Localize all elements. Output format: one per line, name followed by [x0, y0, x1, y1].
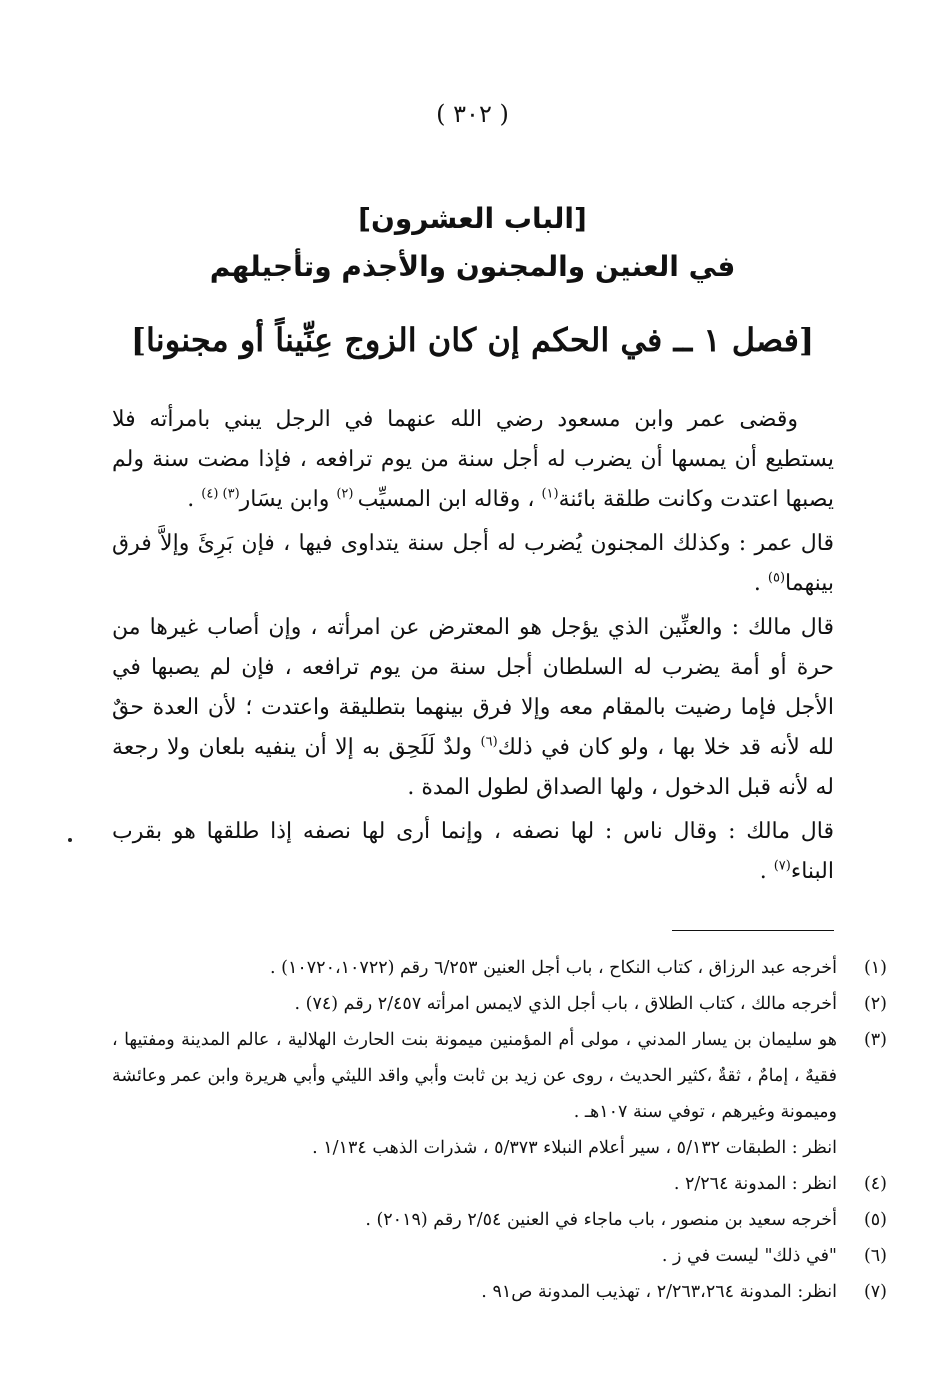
- paragraph-1: [112, 400, 834, 520]
- footnote-ref: (٣) (٤): [201, 486, 240, 502]
- footnote-ref: (٧): [773, 858, 791, 874]
- paragraph-text: .: [753, 571, 768, 596]
- footnote-separator: [672, 930, 834, 931]
- chapter-title-line-1: [الباب العشرون]: [358, 202, 587, 235]
- paragraph-text: ولدٌ لَلَحِق به إلا أن ينفيه بلعان ولا رجعة له لأنه قبل الدخول ، ولها الصداق لطول المدة .: [112, 735, 834, 800]
- footnote-ref: (٥): [767, 570, 786, 586]
- section-title: [فصل ١ ــ في الحكم إن كان الزوج عِنِّيناً أو مجنونا]: [130, 321, 815, 359]
- footnote-text: هو سليمان بن يسار المدني ، مولى أم المؤمنين ميمونة بنت الحارث الهلالية ، عالم المدينة ومفتيها ، فقيهٌ ، إمامٌ ، ثقةٌ ،كثير الحديث ، روى عن زيد بن ثابت وأبي واقد الليثي وأبي هريرة وابن عمر وعائشة وميمونة وغيرهم ، توفي سنة ١٠٧هـ .: [112, 1030, 837, 1122]
- paragraph-text: وقضى عمر وابن مسعود رضي الله عنهما في الرجل يبني بامرأته فلا يستطيع أن يمسها أن يضرب له أجل سنة من يوم ترافعه ، فإذا مضت سنة ولم يصبها اعتدت وكانت طلقة بائنة: [112, 407, 834, 512]
- paragraph-text: وابن يسَار: [239, 487, 337, 512]
- footnote-3-continued: [112, 1130, 887, 1166]
- body-text: [112, 400, 834, 896]
- footnote-text: انظر : الطبقات ٥/١٣٢ ، سير أعلام النبلاء ٥/٣٧٣ ، شذرات الذهب ١/١٣٤ .: [312, 1138, 837, 1158]
- chapter-title: [100, 195, 845, 291]
- paragraph-text: .: [759, 859, 774, 884]
- footnote-number: (١): [863, 958, 887, 978]
- paragraph-3: [112, 608, 834, 808]
- footnote-number: (٤): [863, 1174, 887, 1194]
- paragraph-text: قال عمر : وكذلك المجنون يُضرب له أجل سنة يتداوى فيها ، فإن بَرِئَ وإلاَّ فرق بينهما: [112, 531, 834, 596]
- paragraph-text: قال مالك : والعنِّين الذي يؤجل هو المعترض عن امرأته ، وإن أصاب غيرها من حرة أو أمة يضرب له السلطان أجل سنة من يوم ترافعه ، فإن لم يصبها في الأجل فإما رضيت بالمقام معه وإلا فرق بينهما بتطليقة واعتدت ؛ لأن العدة حقٌ لله لأنه قد خلا بها ، ولو كان في ذلك: [112, 615, 834, 760]
- footnote-number: (٣): [863, 1030, 887, 1050]
- footnote-6: [112, 1238, 887, 1274]
- footnote-number: (٦): [863, 1246, 887, 1266]
- paragraph-text: قال مالك : وقال ناس : لها نصفه ، وإنما أرى لها نصفه إذا طلقها هو بقرب البناء: [112, 819, 834, 884]
- footnote-text: أخرجه مالك ، كتاب الطلاق ، باب أجل الذي لايمس امرأته ٢/٤٥٧ رقم (٧٤) .: [294, 994, 837, 1014]
- paragraph-text: ، وقاله ابن المسيِّب: [357, 487, 542, 512]
- paragraph-text: .: [187, 487, 202, 512]
- stray-mark: [68, 838, 72, 842]
- footnote-ref: (٦): [480, 734, 498, 750]
- paragraph-2: [112, 524, 834, 604]
- page-number: ( ٣٠٢ ): [436, 100, 509, 128]
- footnote-number: (٢): [863, 994, 887, 1014]
- footnote-text: أخرجه سعيد بن منصور ، باب ماجاء في العنين ٢/٥٤ رقم (٢٠١٩) .: [365, 1210, 837, 1230]
- footnote-ref: (٢): [336, 486, 358, 502]
- footnote-3: [112, 1022, 887, 1130]
- chapter-title-line-2: في العنين والمجنون والأجذم وتأجيلهم: [209, 250, 736, 283]
- footnote-ref: (١): [541, 486, 559, 502]
- footnotes: [112, 950, 887, 1310]
- footnote-text: انظر: المدونة ٢/٢٦٣،٢٦٤ ، تهذيب المدونة ص٩١ .: [481, 1282, 837, 1302]
- footnote-text: "في ذلك" ليست في ز .: [661, 1246, 837, 1266]
- footnote-text: أخرجه عبد الرزاق ، كتاب النكاح ، باب أجل العنين ٦/٢٥٣ رقم (١٠٧٢٠،١٠٧٢٢) .: [270, 958, 837, 978]
- footnote-number: (٧): [863, 1282, 887, 1302]
- footnote-5: [112, 1202, 887, 1238]
- footnote-1: [112, 950, 887, 986]
- footnote-7: [112, 1274, 887, 1310]
- footnote-text: انظر : المدونة ٢/٢٦٤ .: [673, 1174, 837, 1194]
- footnote-number: (٥): [863, 1210, 887, 1230]
- footnote-2: [112, 986, 887, 1022]
- paragraph-4: [112, 812, 834, 892]
- footnote-4: [112, 1166, 887, 1202]
